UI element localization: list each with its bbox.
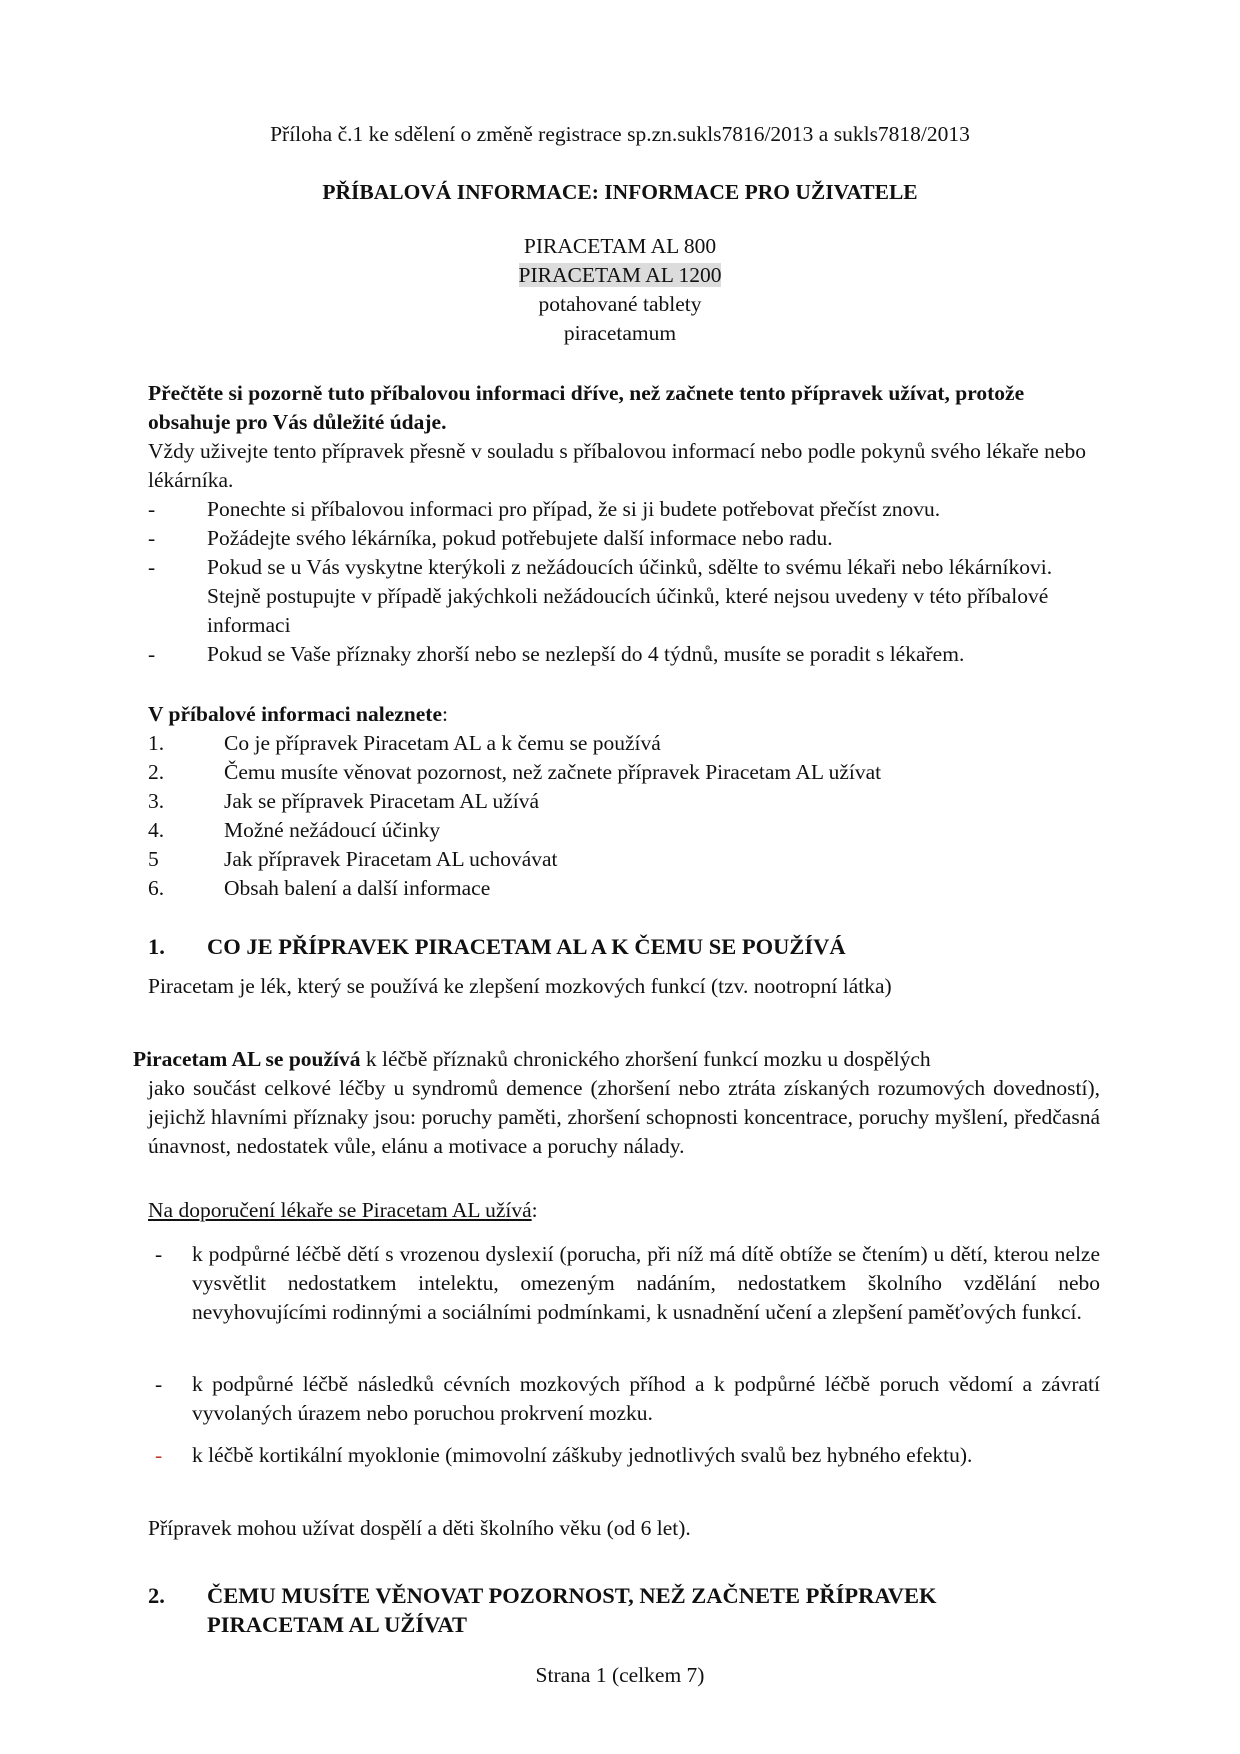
section-1-title: CO JE PŘÍPRAVEK PIRACETAM AL A K ČEMU SE POUŽÍVÁ [207, 934, 846, 959]
toc-number: 5 [148, 847, 159, 871]
intro-instruction: Vždy uživejte tento přípravek přesně v souladu s příbalovou informací nebo podle pokynů svého lékaře nebo lékárníka. [148, 439, 1086, 492]
section-1-intro: Piracetam je lék, který se používá ke zlepšení mozkových funkcí (tzv. nootropní látka) [148, 974, 892, 998]
active-substance: piracetamum [563, 321, 677, 345]
toc-heading: V příbalové informaci naleznete: [148, 702, 448, 726]
usage-first-line: Piracetam AL se používá k léčbě příznaků chronického zhoršení funkcí mozku u dospělých [133, 1047, 931, 1071]
intro-bullet-1: Ponechte si příbalovou informaci pro případ, že si ji budete potřebovat přečíst znovu. [207, 497, 941, 521]
toc-item-2: Čemu musíte věnovat pozornost, než začnete přípravek Piracetam AL užívat [224, 760, 882, 784]
product-name-1200-line [0, 261, 1240, 290]
bullet-dash: - [148, 642, 156, 666]
bullet-dash: - [155, 1372, 163, 1396]
page-number: Strana 1 (celkem 7) [535, 1663, 705, 1687]
bullet-dash: - [148, 497, 156, 521]
toc-number: 2. [148, 760, 165, 784]
product-name-800: PIRACETAM AL 800 [523, 234, 717, 258]
intro-bullet-4: Pokud se Vaše příznaky zhorší nebo se nezlepší do 4 týdnů, musíte se poradit s lékařem. [207, 642, 965, 666]
toc-item-3: Jak se přípravek Piracetam AL užívá [224, 789, 540, 813]
intro-warning: Přečtěte si pozorně tuto příbalovou informaci dříve, než začnete tento přípravek užívat, protože obsahuje pro Vás důležité údaje. [148, 381, 1025, 434]
usage-description: jako součást celkové léčby u syndromů demence (zhoršení nebo ztráta získaných rozumových dovedností), jejichž hlavními příznaky jsou: poruchy paměti, zhoršení schopnosti koncentrace, poruchy myšlení, předčasná únavnost, nedostatek vůle, elánu a motivace a poruchy nálady. [148, 1076, 1100, 1158]
section-2-title-line1: ČEMU MUSÍTE VĚNOVAT POZORNOST, NEŽ ZAČNETE PŘÍPRAVEK [207, 1583, 937, 1608]
age-note: Přípravek mohou užívat dospělí a děti školního věku (od 6 let). [148, 1516, 691, 1540]
section-2-number: 2. [148, 1583, 165, 1608]
toc-number: 1. [148, 731, 165, 755]
product-name-1200: PIRACETAM AL 1200 [518, 263, 722, 287]
toc-item-6: Obsah balení a další informace [224, 876, 491, 900]
dosage-form: potahované tablety [538, 292, 702, 316]
intro-bullet-3: Pokud se u Vás vyskytne kterýkoli z nežádoucích účinků, sdělte to svému lékaři nebo lékárníkovi. Stejně postupujte v případě jakýchkoli nežádoucích účinků, které nejsou uvedeny v této příbalové informaci [207, 555, 1053, 637]
toc-item-4: Možné nežádoucí účinky [224, 818, 441, 842]
bullet-dash: - [148, 555, 156, 579]
toc-item-5: Jak přípravek Piracetam AL uchovávat [224, 847, 558, 871]
toc-number: 3. [148, 789, 165, 813]
bullet-dash-red: - [155, 1443, 163, 1467]
bullet-dash: - [155, 1242, 163, 1266]
indication-2: k podpůrné léčbě následků cévních mozkových příhod a k podpůrné léčbě poruch vědomí a závratí vyvolaných úrazem nebo poruchou prokrvení mozku. [192, 1372, 1100, 1425]
document-title: PŘÍBALOVÁ INFORMACE: INFORMACE PRO UŽIVATELE [322, 180, 918, 204]
recommendation-heading: Na doporučení lékaře se Piracetam AL užívá: [148, 1198, 538, 1222]
usage-lead: Piracetam AL se používá [133, 1047, 361, 1071]
indication-3: k léčbě kortikální myoklonie (mimovolní záškuby jednotlivých svalů bez hybného efektu). [192, 1443, 973, 1467]
intro-bullet-2: Požádejte svého lékárníka, pokud potřebujete další informace nebo radu. [207, 526, 833, 550]
section-1-number: 1. [148, 934, 165, 959]
toc-number: 4. [148, 818, 165, 842]
bullet-dash: - [148, 526, 156, 550]
section-2-title-line2: PIRACETAM AL UŽÍVAT [207, 1612, 468, 1637]
toc-number: 6. [148, 876, 165, 900]
annex-note: Příloha č.1 ke sdělení o změně registrace sp.zn.sukls7816/2013 a sukls7818/2013 [270, 122, 970, 146]
toc-item-1: Co je přípravek Piracetam AL a k čemu se používá [224, 731, 661, 755]
indication-1: k podpůrné léčbě dětí s vrozenou dyslexií (porucha, při níž má dítě obtíže se čtením) u dětí, kterou nelze vysvětlit nedostatkem intelektu, omezeným nadáním, nedostatkem školního vzdělání nebo nevyhovujícími rodinnými a sociálními podmínkami, k usnadnění učení a zlepšení paměťových funkcí. [192, 1242, 1100, 1324]
